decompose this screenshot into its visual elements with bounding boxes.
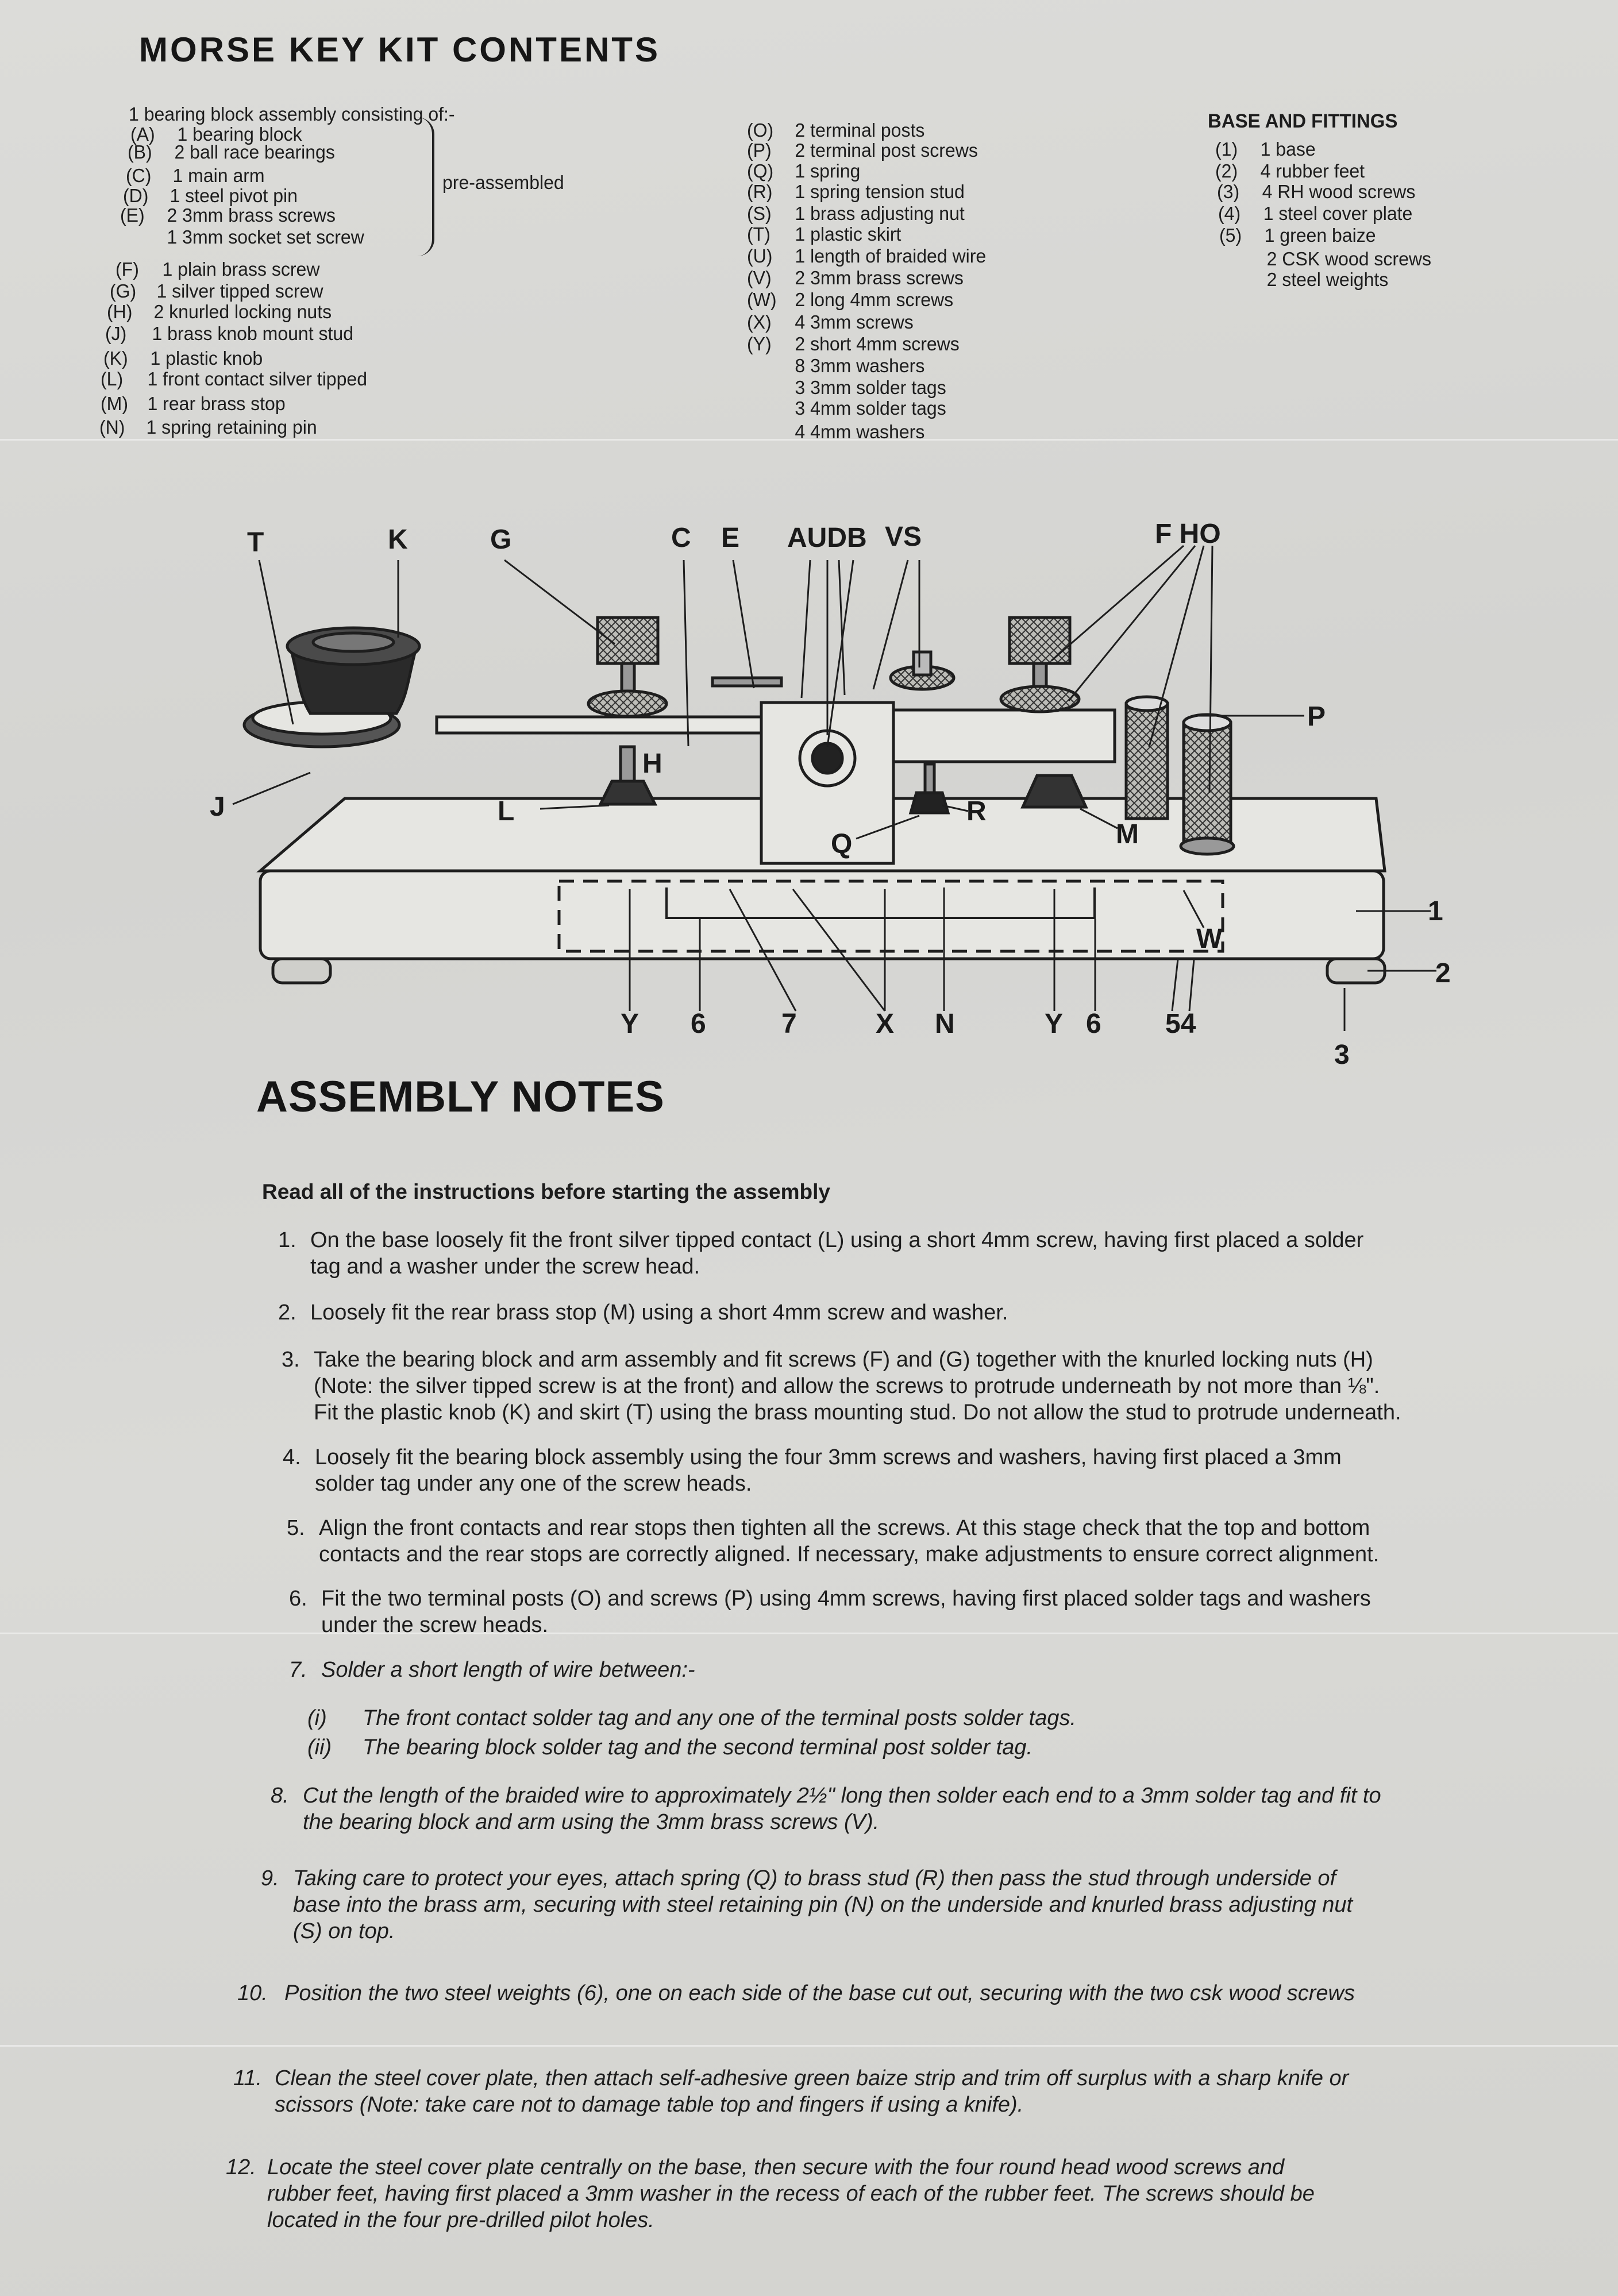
main-arm-rear — [893, 710, 1115, 762]
assembly-intro: Read all of the instructions before starting the assembly — [262, 1180, 830, 1203]
item-text: 2 short 4mm screws — [795, 333, 960, 354]
label-M: M — [1116, 819, 1139, 850]
list-item — [1222, 248, 1431, 270]
note-line: On the base loosely fit the front silver tipped contact (L) using a short 4mm screw, having first placed a solder — [310, 1228, 1364, 1252]
item-text: 8 3mm washers — [795, 355, 925, 376]
item-text: 1 bearing block — [177, 124, 302, 145]
item-text: 1 plain brass screw — [162, 258, 320, 280]
note-line: (S) on top. — [293, 1919, 395, 1943]
note-7-subitem — [307, 1705, 1076, 1731]
note-line: Cut the length of the braided wire to approximately 2½" long then solder each end to a 3mm solder tag and fit to — [303, 1784, 1381, 1808]
item-label: (N) — [99, 416, 125, 438]
item-label: (U) — [747, 245, 773, 267]
base-and-fittings-header: BASE AND FITTINGS — [1208, 110, 1398, 132]
item-label: (L) — [101, 368, 124, 389]
label-FHO: F HO — [1155, 519, 1221, 549]
knurled-nut — [1001, 686, 1079, 712]
subitem-text: The front contact solder tag and any one of the terminal posts solder tags. — [363, 1706, 1077, 1730]
label-W: W — [1196, 924, 1223, 954]
note-number: 6. — [289, 1587, 307, 1611]
item-text: 2 long 4mm screws — [795, 289, 954, 310]
label-X: X — [876, 1009, 895, 1039]
label-1: 1 — [1428, 896, 1443, 927]
label-E: E — [721, 523, 740, 553]
note-line: Fit the plastic knob (K) and skirt (T) using the brass mounting stud. Do not allow the stud to protrude underneath. — [314, 1400, 1401, 1425]
note-number: 8. — [271, 1784, 289, 1808]
list-item — [1218, 203, 1412, 225]
item-text: 2 terminal posts — [795, 119, 925, 141]
note-number: 3. — [282, 1348, 300, 1372]
assembly-note — [278, 1299, 1008, 1326]
item-label: (3) — [1217, 181, 1240, 202]
list-item — [747, 311, 914, 333]
label-3: 3 — [1334, 1040, 1350, 1070]
item-text: 1 spring tension stud — [795, 181, 965, 202]
item-label: (5) — [1219, 225, 1242, 246]
list-item — [747, 181, 965, 203]
item-label: (W) — [747, 289, 777, 310]
bearing-inner — [812, 743, 842, 773]
item-text: 1 rear brass stop — [147, 393, 286, 414]
item-text: 3 4mm solder tags — [795, 398, 946, 419]
item-label: (B) — [128, 141, 152, 163]
label-6: 6 — [1086, 1009, 1101, 1039]
subitem-number: (i) — [307, 1706, 327, 1730]
note-number: 5. — [287, 1516, 305, 1540]
note-line: contacts and the rear stops are correctly aligned. If necessary, make adjustments to ensure correct alignment. — [319, 1542, 1380, 1566]
note-number: 4. — [283, 1445, 301, 1469]
item-text: 2 ball race bearings — [174, 141, 335, 163]
item-text: 1 steel pivot pin — [169, 185, 298, 206]
label-7: 7 — [781, 1009, 797, 1039]
assembly-note — [237, 1980, 1355, 2006]
list-item — [110, 280, 323, 302]
note-line: base into the brass arm, securing with steel retaining pin (N) on the underside and knurled brass adjusting nut — [293, 1893, 1353, 1917]
terminal-post — [1184, 723, 1231, 846]
item-text: 2 terminal post screws — [795, 140, 978, 161]
assembly-note — [271, 1782, 1381, 1835]
list-item — [107, 301, 332, 323]
note-number: 12. — [226, 2155, 256, 2179]
note-number: 10. — [237, 1981, 268, 2005]
list-item — [115, 258, 319, 280]
list-item — [747, 140, 978, 161]
item-text: 2 3mm brass screws — [167, 204, 336, 226]
label-Y: Y — [621, 1009, 640, 1039]
item-text: 1 plastic skirt — [795, 223, 902, 245]
item-label: (R) — [747, 181, 773, 202]
plain-brass-screw — [1010, 618, 1070, 663]
assembly-note — [261, 1865, 1353, 1944]
list-item — [747, 421, 924, 443]
item-text: 1 brass adjusting nut — [795, 203, 965, 224]
label-Y: Y — [1045, 1009, 1064, 1039]
item-label: (V) — [747, 267, 772, 288]
main-arm — [437, 717, 764, 733]
label-K: K — [388, 524, 408, 555]
subitem-text: The bearing block solder tag and the second terminal post solder tag. — [363, 1735, 1033, 1759]
note-line: Solder a short length of wire between:- — [321, 1658, 695, 1682]
assembly-note — [278, 1227, 1363, 1280]
note-line: rubber feet, having first placed a 3mm washer in the recess of each of the rubber feet. The screws should be — [267, 2182, 1315, 2206]
item-label: (X) — [747, 311, 772, 333]
list-item — [747, 223, 901, 245]
list-item — [126, 165, 265, 187]
list-item — [747, 160, 860, 182]
note-line: the bearing block and arm using the 3mm brass screws (V). — [303, 1810, 880, 1834]
item-text: 1 silver tipped screw — [156, 280, 323, 302]
item-text: 1 base — [1260, 138, 1316, 160]
label-R: R — [966, 796, 987, 827]
item-label: (K) — [103, 348, 128, 369]
item-label: (C) — [126, 165, 152, 186]
item-label: (D) — [123, 185, 149, 206]
subitem-number: (ii) — [307, 1735, 332, 1759]
label-C: C — [671, 523, 691, 553]
list-item — [123, 185, 298, 207]
silver-tipped-screw — [598, 618, 658, 663]
item-label: (E) — [120, 204, 145, 226]
note-number: 9. — [261, 1866, 279, 1890]
note-line: Take the bearing block and arm assembly and fit screws (F) and (G) together with the knurled locking nuts (H) — [314, 1348, 1373, 1372]
rubber-foot — [273, 959, 330, 983]
list-item — [747, 333, 960, 355]
morse-key-diagram — [0, 505, 1618, 1080]
label-VS: VS — [885, 522, 922, 552]
item-label: (G) — [110, 280, 137, 302]
item-text: 2 knurled locking nuts — [153, 301, 332, 322]
list-item — [1215, 138, 1316, 160]
list-item — [101, 368, 367, 390]
list-item — [120, 204, 336, 226]
assembly-note — [287, 1515, 1379, 1568]
note-line: Clean the steel cover plate, then attach self-adhesive green baize strip and trim off surplus with a sharp knife or — [275, 2066, 1349, 2090]
item-text: 1 spring retaining pin — [146, 416, 317, 438]
knurled-nut — [588, 691, 667, 716]
label-Q: Q — [831, 829, 853, 859]
fold-line — [0, 2045, 1618, 2047]
spring-stud — [911, 793, 948, 813]
item-text: 1 steel cover plate — [1263, 203, 1413, 224]
page-title: MORSE KEY KIT CONTENTS — [139, 30, 660, 69]
item-text: 4 3mm screws — [795, 311, 914, 333]
assembly-note — [282, 1346, 1401, 1426]
list-item — [747, 119, 924, 141]
item-text: 4 rubber feet — [1260, 160, 1365, 182]
brace — [415, 117, 434, 256]
item-text: 1 3mm socket set screw — [167, 226, 364, 248]
note-line: located in the four pre-drilled pilot holes. — [267, 2208, 654, 2232]
list-item — [747, 267, 964, 289]
item-label: (4) — [1218, 203, 1241, 224]
item-label: (P) — [747, 140, 772, 161]
list-item — [105, 323, 353, 345]
list-item — [1215, 160, 1365, 182]
label-AUDB: AUDB — [787, 523, 867, 553]
note-7-subitem — [307, 1734, 1033, 1761]
item-text: 1 main arm — [172, 165, 265, 186]
note-line: Loosely fit the bearing block assembly using the four 3mm screws and washers, having first placed a 3mm — [315, 1445, 1342, 1469]
note-line: tag and a washer under the screw head. — [310, 1255, 700, 1279]
item-text: 2 3mm brass screws — [795, 267, 964, 288]
item-text: 1 green baize — [1264, 225, 1376, 246]
bearing-assembly-header: 1 bearing block assembly consisting of:- — [129, 103, 455, 125]
note-line: Locate the steel cover plate centrally on the base, then secure with the four round head wood screws and — [267, 2155, 1285, 2179]
item-text: 1 brass knob mount stud — [152, 323, 354, 344]
item-label: (1) — [1215, 138, 1238, 160]
item-label: (2) — [1215, 160, 1238, 182]
item-label: (J) — [105, 323, 127, 344]
item-text: 2 CSK wood screws — [1266, 248, 1431, 269]
item-label: (Q) — [747, 160, 774, 182]
list-item — [747, 245, 986, 267]
item-text: 1 spring — [795, 160, 861, 182]
assembly-note — [289, 1585, 1371, 1638]
item-label: (O) — [747, 119, 774, 141]
list-item — [1217, 181, 1415, 203]
list-item — [128, 141, 335, 163]
note-line: Taking care to protect your eyes, attach spring (Q) to brass stud (R) then pass the stud through underside of — [293, 1866, 1336, 1890]
note-line: Fit the two terminal posts (O) and screws (P) using 4mm screws, having first placed solder tags and washers — [321, 1587, 1371, 1611]
terminal-post — [1126, 704, 1168, 819]
label-N: N — [935, 1009, 955, 1039]
note-number: 2. — [278, 1301, 296, 1325]
note-line: under the screw heads. — [321, 1613, 549, 1637]
label-P: P — [1307, 701, 1326, 732]
front-contact — [600, 781, 655, 804]
list-item — [101, 393, 286, 415]
item-text: 4 RH wood screws — [1262, 181, 1416, 202]
note-line: (Note: the silver tipped screw is at the front) and allow the screws to protrude underneath by not more than ⅛". — [314, 1374, 1380, 1398]
item-label: (F) — [115, 258, 139, 280]
list-item — [747, 203, 965, 225]
list-item — [747, 398, 946, 419]
note-line: solder tag under any one of the screw heads. — [315, 1472, 752, 1496]
list-item — [747, 355, 924, 377]
assembly-note — [289, 1657, 695, 1683]
item-label: (M) — [101, 393, 128, 414]
label-H: H — [642, 748, 662, 779]
assembly-note — [226, 2154, 1315, 2233]
note-number: 1. — [278, 1228, 296, 1252]
note-line: Position the two steel weights (6), one on each side of the base cut out, securing with the two csk wood screws — [284, 1981, 1355, 2005]
item-label: (T) — [747, 223, 771, 245]
note-line: Align the front contacts and rear stops then tighten all the screws. At this stage check that the top and bottom — [319, 1516, 1370, 1540]
list-item — [747, 377, 946, 399]
label-T: T — [247, 527, 264, 558]
label-54: 54 — [1165, 1009, 1196, 1039]
assembly-note — [233, 2065, 1349, 2118]
item-label: (A) — [130, 124, 155, 145]
item-label: (Y) — [747, 333, 772, 354]
rear-stop — [1023, 775, 1086, 807]
list-item — [1219, 225, 1376, 246]
item-text: 4 4mm washers — [795, 421, 925, 442]
label-6: 6 — [691, 1009, 706, 1039]
item-text: 1 front contact silver tipped — [147, 368, 368, 389]
list-item — [103, 348, 263, 369]
note-line: Loosely fit the rear brass stop (M) using a short 4mm screw and washer. — [310, 1301, 1008, 1325]
label-L: L — [498, 796, 515, 827]
assembly-notes-heading: ASSEMBLY NOTES — [256, 1072, 665, 1121]
list-item — [99, 416, 317, 438]
note-line: scissors (Note: take care not to damage table top and fingers if using a knife). — [275, 2093, 1024, 2117]
item-label: (H) — [107, 301, 133, 322]
assembly-note — [283, 1444, 1342, 1497]
pre-assembled-label: pre-assembled — [442, 172, 564, 193]
item-label: (S) — [747, 203, 772, 224]
list-item — [120, 226, 364, 248]
braided-wire — [712, 678, 781, 686]
note-number: 11. — [233, 2066, 263, 2090]
label-J: J — [210, 792, 225, 822]
note-number: 7. — [289, 1658, 307, 1682]
item-text: 2 steel weights — [1266, 269, 1389, 290]
label-2: 2 — [1435, 958, 1451, 989]
item-text: 1 plastic knob — [150, 348, 263, 369]
list-item — [1222, 269, 1388, 291]
item-text: 3 3mm solder tags — [795, 377, 946, 398]
label-G: G — [490, 524, 512, 555]
item-text: 1 length of braided wire — [795, 245, 987, 267]
list-item — [747, 289, 953, 311]
